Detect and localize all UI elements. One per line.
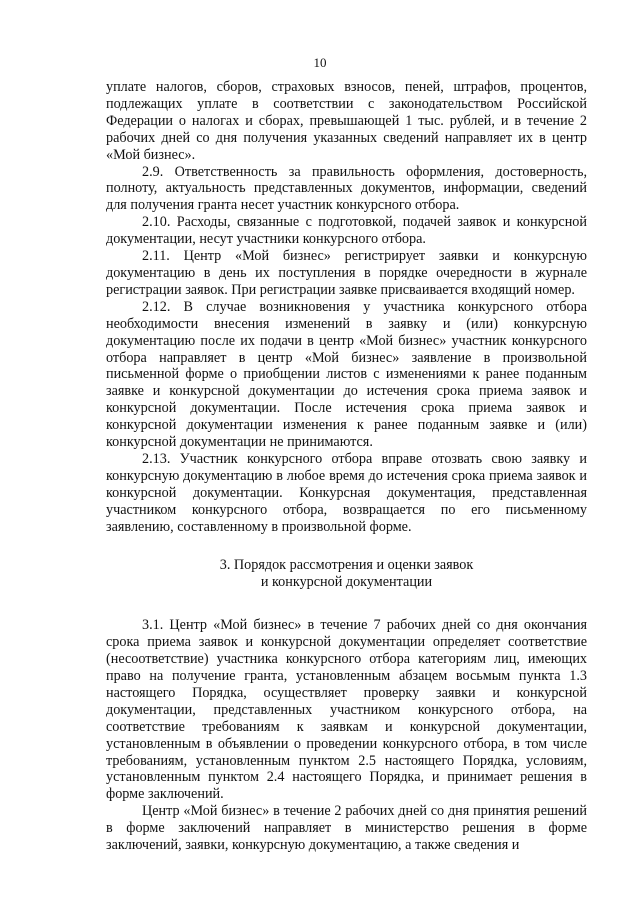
paragraph-line: конкурсной документации. Конкурсная документация, представленная <box>106 484 587 501</box>
paragraph-line: установленным пунктом 2.4 настоящего Порядка, и принимает решения в <box>106 769 587 786</box>
paragraph-line: подлежащих уплате в соответствии с законодательством Российской <box>106 95 587 112</box>
paragraph-line: конкурсную документацию в любое время до истечения срока приема заявок и <box>106 467 587 484</box>
paragraph-line: регистрации заявок. При регистрации заявке присваивается входящий номер. <box>106 281 575 298</box>
section-heading-line-1: 3. Порядок рассмотрения и оценки заявок <box>219 557 474 574</box>
paragraph-line: 2.11. Центр «Мой бизнес» регистрирует заявки и конкурсную <box>142 248 587 265</box>
paragraph-line: необходимости внесения изменений в заявку и (или) конкурсную <box>106 315 587 332</box>
paragraph-line: 2.13. Участник конкурсного отбора вправе отозвать свою заявку и <box>142 450 587 467</box>
paragraph-line: документацию после их подачи в центр «Мой бизнес» участник конкурсного <box>106 332 587 349</box>
page-number: 10 <box>313 55 327 70</box>
paragraph-line: в форме заключений направляет в министерство решения в форме <box>106 820 587 837</box>
paragraph-line: соответствие требованиям к заявкам и конкурсной документации, <box>106 718 587 735</box>
paragraph <box>106 164 587 215</box>
document-body <box>106 79 587 854</box>
paragraph-line: участником конкурсного отбора, возвращается по его письменному <box>106 501 587 518</box>
paragraphs-top <box>106 79 587 535</box>
paragraph <box>106 803 587 854</box>
paragraph-line: уплате налогов, сборов, страховых взносов, пеней, штрафов, процентов, <box>106 79 587 95</box>
paragraph-line: заявке и конкурсной документации до истечения срока приема заявок и <box>106 383 587 400</box>
paragraph-line: конкурсной документации не принимаются. <box>106 434 373 451</box>
paragraph-line: конкурсной документации. После истечения срока приема заявок и <box>106 400 587 417</box>
paragraph-line: документации, представленных участником конкурсного отбора, на <box>106 701 587 718</box>
section-heading-line-2: и конкурсной документации <box>260 574 433 591</box>
paragraph-line: право на получение гранта, установленным абзацем восьмым пункта 1.3 <box>106 668 587 684</box>
paragraph-line: настоящего Порядка, осуществляет проверку заявки и конкурсной <box>106 684 587 701</box>
paragraph <box>106 299 587 451</box>
paragraph <box>106 617 587 803</box>
paragraph-line: Центр «Мой бизнес» в течение 2 рабочих дней со дня принятия решений <box>142 803 587 820</box>
paragraph-line: документации, несут участники конкурсного отбора. <box>106 231 426 248</box>
paragraph-line: 2.10. Расходы, связанные с подготовкой, подачей заявок и конкурсной <box>142 214 587 231</box>
paragraph-line: 3.1. Центр «Мой бизнес» в течение 7 рабочих дней со дня окончания <box>142 617 587 634</box>
paragraph-line: (несоответствие) участника конкурсного отбора категориям лиц, имеющих <box>106 651 587 668</box>
paragraph-line: форме заключений. <box>106 786 224 803</box>
paragraph-line: 2.12. В случае возникновения у участника конкурсного отбора <box>142 298 587 315</box>
paragraph-line: «Мой бизнес». <box>106 146 196 163</box>
paragraph-line: рабочих дней со дня получения указанных сведений направляет их в центр <box>106 129 587 146</box>
paragraph-line: документацию в день их поступления в порядке очередности в журнале <box>106 264 587 281</box>
paragraph-line: отбора направляет в центр «Мой бизнес» заявление в произвольной <box>106 349 587 366</box>
paragraph-line: полноту, актуальность представленных документов, информации, сведений <box>106 180 587 197</box>
paragraphs-bottom <box>106 617 587 854</box>
paragraph <box>106 79 587 164</box>
paragraph-line: установленным в объявлении о проведении конкурсного отбора, в том числе <box>106 735 587 752</box>
paragraph-line: требованиям, установленным пунктом 2.5 настоящего Порядка, условиям, <box>106 752 587 769</box>
paragraph-line: Федерации о налогах и сборах, превышающей 1 тыс. рублей, и в течение 2 <box>106 112 587 129</box>
paragraph-line: заявлению, составленному в произвольной форме. <box>106 518 412 535</box>
paragraph-line: заключений, заявки, конкурсную документацию, а также сведения и <box>106 837 520 854</box>
paragraph <box>106 248 587 299</box>
paragraph <box>106 451 587 536</box>
paragraph-line: письменной форме о приобщении листов с изменениями к ранее поданным <box>106 366 587 383</box>
paragraph-line: 2.9. Ответственность за правильность оформления, достоверность, <box>142 163 587 180</box>
paragraph-line: конкурсной документации изменения к ранее поданным заявке и (или) <box>106 417 587 434</box>
section-heading <box>106 557 587 591</box>
paragraph <box>106 214 587 248</box>
paragraph-line: срока приема заявок и конкурсной документации определяет соответствие <box>106 634 587 651</box>
paragraph-line: для получения гранта несет участник конкурсного отбора. <box>106 197 460 214</box>
